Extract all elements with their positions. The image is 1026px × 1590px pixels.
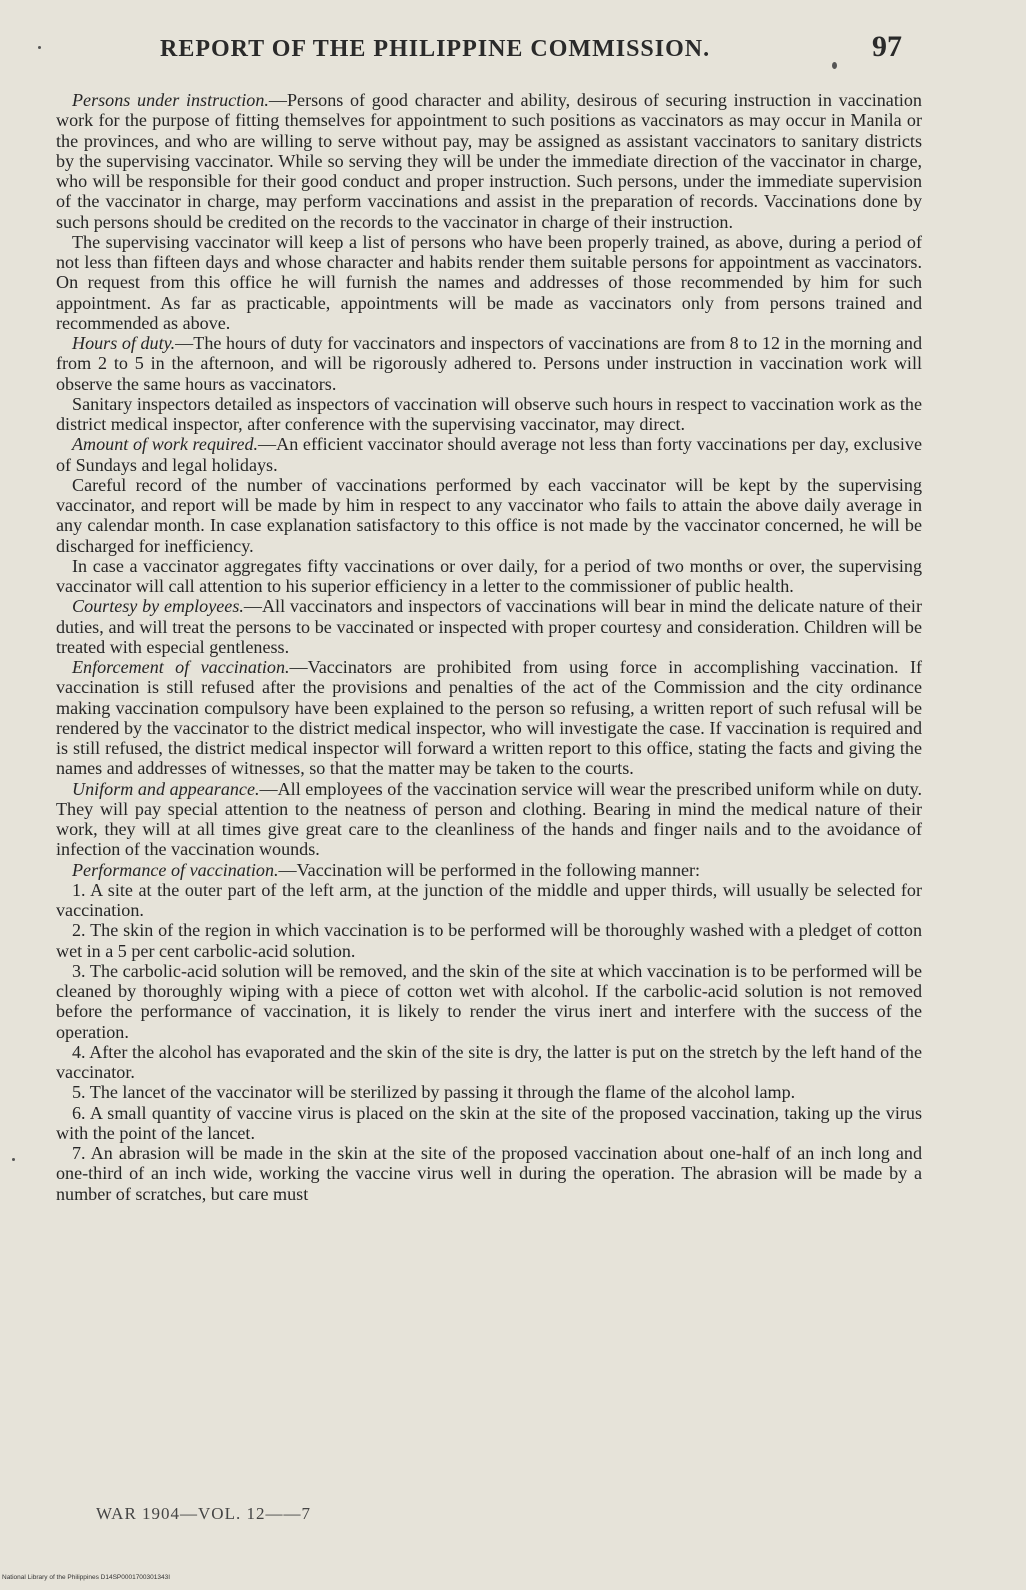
speck-mark (832, 62, 837, 69)
paragraph-heading: Courtesy by employees. (72, 596, 244, 617)
paragraph-heading: Enforcement of vaccination. (72, 657, 290, 677)
paragraph (56, 657, 922, 779)
paragraph (56, 556, 922, 597)
body-text (56, 90, 922, 1204)
paragraph-text: 5. The lancet of the vaccinator will be sterilized by passing it through the flame of the alcohol lamp. (72, 1082, 796, 1103)
paragraph (56, 475, 922, 556)
speck-mark (12, 1158, 15, 1161)
paragraph (56, 961, 922, 1042)
signature-line: WAR 1904—VOL. 12——7 (96, 1504, 311, 1523)
paragraph-text: —Vaccinators are prohibited from using force in accomplishing vaccination. If vaccination is still refused after the provisions and penalties of the act of the Commission and the city ordinance making vaccination compulsory have been explained to the person so refusing, a written report of such refusal will be rendered by the vaccinator to the district medical inspector, who will investigate the case. If vaccination is required and is still refused, the district medical inspector will forward a written report to this office, stating the facts and giving the names and addresses of witnesses, so that the matter may be taken to the courts. (56, 657, 922, 779)
paragraph-text: —Persons of good character and ability, desirous of securing instruction in vaccination work for the purpose of fitting themselves for appointment to such positions as vaccinators as may occur in Manila or the provinces, and who are willing to serve without pay, may be assigned as assistant vaccinators to sanitary districts by the supervising vaccinator. While so serving they will be under the immediate direction of the vaccinator in charge, who will be responsible for their good conduct and proper instruction. Such persons, under the immediate supervision of the vaccinator in charge, may perform vaccinations and assist in the preparation of records. Vaccinations done by such persons should be credited on the records to the vaccinator in charge of their instruction. (56, 90, 922, 232)
speck-mark (38, 46, 41, 49)
paragraph-text: —The hours of duty for vaccinators and inspectors of vaccinations are from 8 to 12 in the morning and from 2 to 5 in the afternoon, and will be rigorously adhered to. Persons under instruction in vaccination work will observe the same hours as vaccinators. (56, 333, 922, 394)
paragraph (56, 779, 922, 860)
paragraph (56, 1143, 922, 1204)
paragraph (56, 90, 922, 232)
paragraph-text: —All vaccinators and inspectors of vaccinations will bear in mind the delicate nature of their duties, and will treat the persons to be vaccinated or inspected with proper courtesy and consideration. Children will be treated with especial gentleness. (56, 596, 922, 657)
paragraph-text: Sanitary inspectors detailed as inspectors of vaccination will observe such hours in respect to vaccination work as the district medical inspector, after conference with the supervising vaccinator, may direct. (56, 393, 922, 434)
scan-imprint: National Library of the Philippines D14SP0001700301343I (2, 1574, 171, 1581)
paragraph (56, 1103, 922, 1144)
paragraph (56, 920, 922, 961)
paragraph (56, 333, 922, 394)
paragraph (56, 394, 922, 435)
paragraph-heading: Persons under instruction. (72, 90, 269, 110)
paragraph-heading: Hours of duty. (72, 333, 176, 353)
paragraph (56, 232, 922, 333)
paragraph (56, 434, 922, 475)
paragraph-text: 4. After the alcohol has evaporated and the skin of the site is dry, the latter is put on the stretch by the left hand of the vaccinator. (56, 1041, 922, 1082)
paragraph-text: 1. A site at the outer part of the left arm, at the junction of the middle and upper thirds, will usually be selected for vaccination. (56, 879, 922, 920)
paragraph (56, 880, 922, 921)
paragraph-heading: Amount of work required. (72, 434, 259, 455)
paragraph (56, 596, 922, 657)
paragraph-text: —All employees of the vaccination service will wear the prescribed uniform while on duty. They will pay special attention to the neatness of person and clothing. Bearing in mind the medical nature of their work, they will at all times give great care to the cleanliness of the hands and finger nails and to the avoidance of infection of the vaccination wounds. (56, 778, 922, 860)
paragraph-text: In case a vaccinator aggregates fifty vaccinations or over daily, for a period of two months or over, the supervising vaccinator will call attention to his superior efficiency in a letter to the commissioner of public health. (56, 555, 922, 596)
paragraph-heading: Performance of vaccination. (72, 859, 279, 880)
paragraph-text: —Vaccination will be performed in the following manner: (278, 859, 701, 880)
paragraph-heading: Uniform and appearance. (72, 778, 260, 799)
paragraph (56, 1082, 922, 1102)
paragraph-text: Careful record of the number of vaccinations performed by each vaccinator will be kept by the supervising vaccinator, and report will be made by him in respect to any vaccinator who fails to attain the above daily average in any calendar month. In case explanation satisfactory to this office is not made by the vaccinator concerned, he will be discharged for inefficiency. (56, 474, 922, 556)
page-header (0, 28, 1026, 68)
paragraph-text: 7. An abrasion will be made in the skin at the site of the proposed vaccination about one-half of an inch long and one-third of an inch wide, working the vaccine virus well in during the operation. The abrasion will be made by a number of scratches, but care must (56, 1143, 922, 1204)
paragraph-text: 3. The carbolic-acid solution will be removed, and the skin of the site at which vaccination is to be performed will be cleaned by thoroughly wiping with a piece of cotton wet with alcohol. If the carbolic-acid solution is not removed before the performance of vaccination, it is likely to render the virus inert and interfere with the success of the operation. (56, 960, 922, 1042)
page-number: 97 (872, 30, 902, 63)
paragraph-text: 2. The skin of the region in which vaccination is to be performed will be thoroughly washed with a pledget of cotton wet in a 5 per cent carbolic-acid solution. (56, 920, 922, 961)
running-title: REPORT OF THE PHILIPPINE COMMISSION. (160, 36, 711, 62)
paragraph-text: —An efficient vaccinator should average not less than forty vaccinations per day, exclusive of Sundays and legal holidays. (56, 434, 922, 475)
paragraph (56, 860, 922, 880)
paragraph-text: The supervising vaccinator will keep a list of persons who have been properly trained, as above, during a period of not less than fifteen days and whose character and habits render them suitable persons for appointment as vaccinators. On request from this office he will furnish the names and addresses of those recommended by him for such appointment. As far as practicable, appointments will be made as vaccinators only from persons trained and recommended as above. (56, 231, 922, 333)
paragraph-text: 6. A small quantity of vaccine virus is placed on the skin at the site of the proposed vaccination, taking up the virus with the point of the lancet. (56, 1102, 922, 1143)
paragraph (56, 1042, 922, 1083)
